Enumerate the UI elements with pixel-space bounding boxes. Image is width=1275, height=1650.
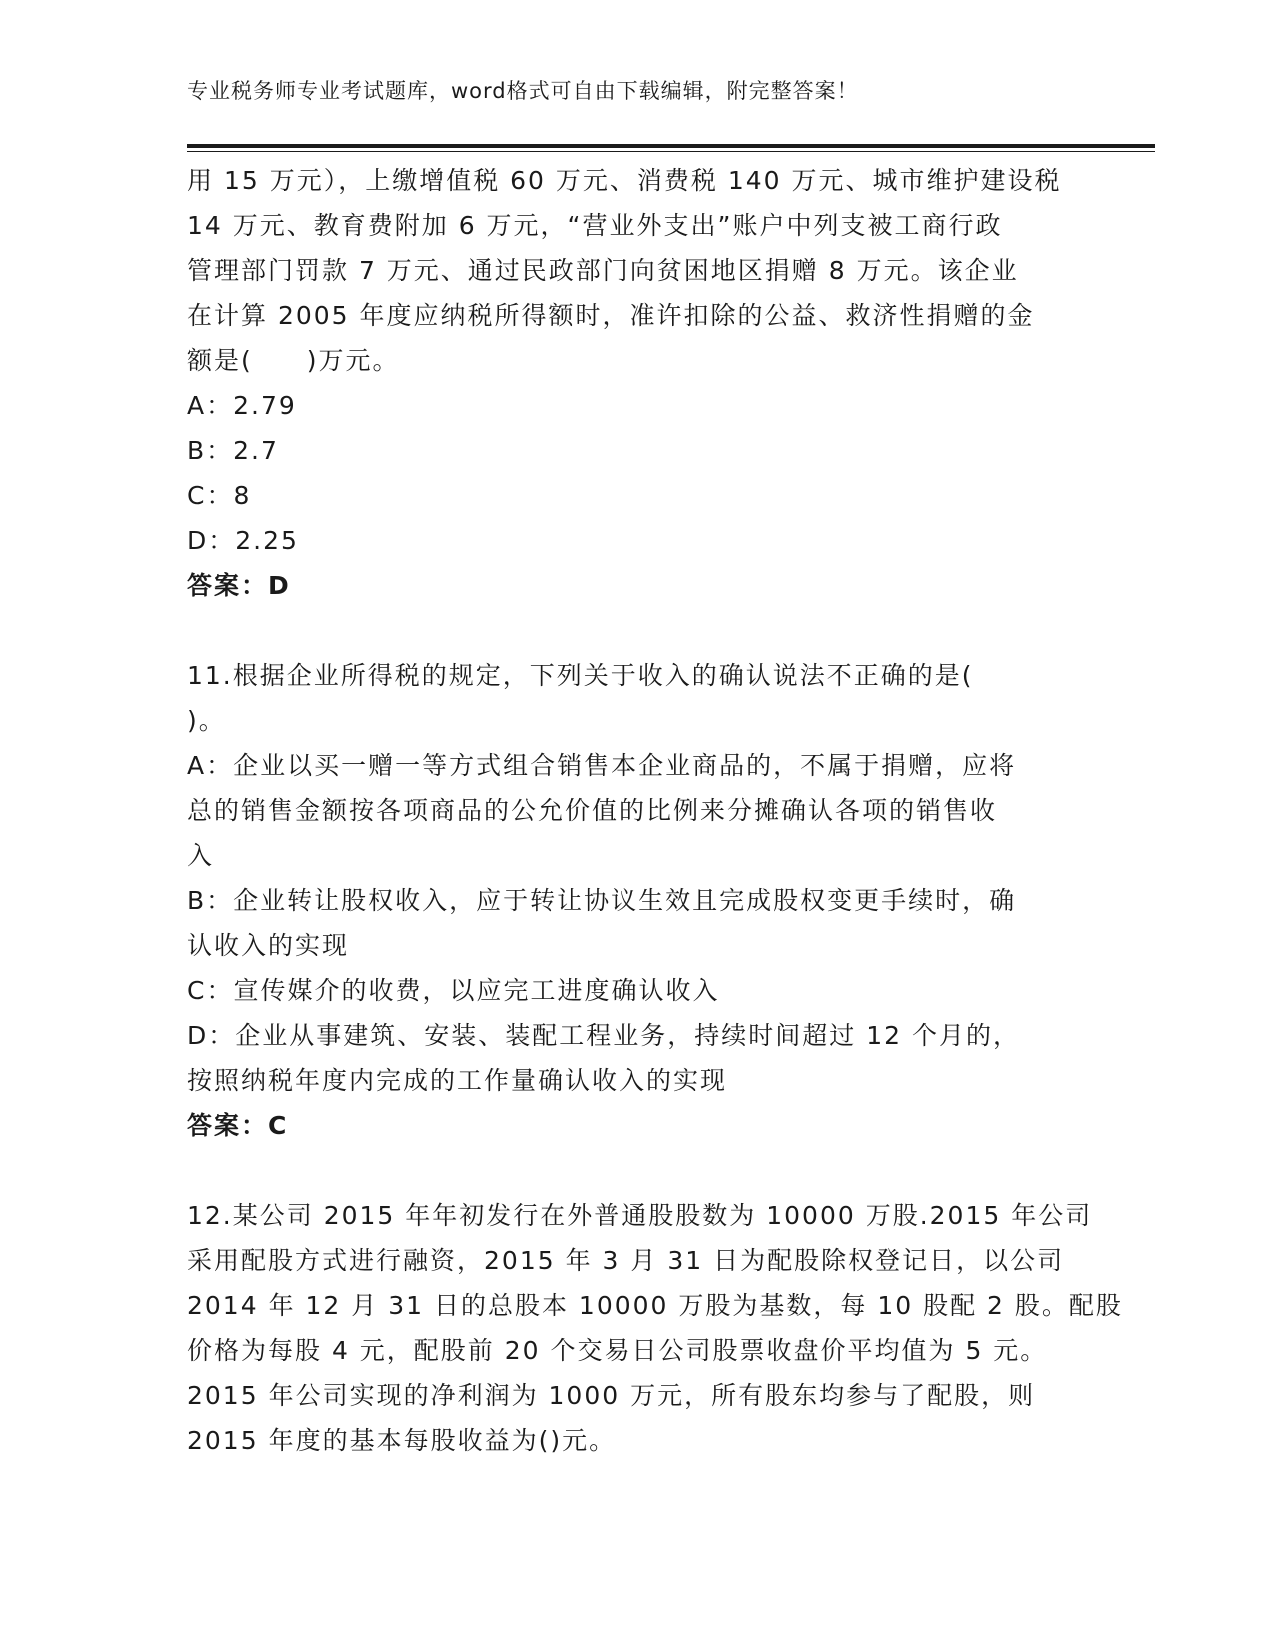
option-b: B：2.7 — [187, 436, 279, 465]
option-a-continued: 总的销售金额按各项商品的公允价值的比例来分摊确认各项的销售收 — [187, 796, 998, 825]
option-d: D：2.25 — [187, 526, 299, 555]
question-12 — [187, 1193, 1123, 1463]
question-stem-line: 管理部门罚款 7 万元、通过民政部门向贫困地区捐赠 8 万元。该企业 — [187, 256, 1019, 285]
question-stem-line: 价格为每股 4 元，配股前 20 个交易日公司股票收盘价平均值为 5 元。 — [187, 1336, 1048, 1365]
answer-label: 答案：C — [187, 1111, 289, 1140]
option-a: A：2.79 — [187, 391, 297, 420]
option-d-continued: 按照纳税年度内完成的工作量确认收入的实现 — [187, 1066, 728, 1095]
spacer — [187, 1148, 1087, 1193]
question-stem-line: 用 15 万元），上缴增值税 60 万元、消费税 140 万元、城市维护建设税 — [187, 166, 1062, 195]
header-divider-thick — [187, 144, 1155, 148]
question-stem-line: 2014 年 12 月 31 日的总股本 10000 万股为基数，每 10 股配 2 股。配股 — [187, 1291, 1123, 1320]
page-header: 专业税务师专业考试题库，word格式可自由下载编辑，附完整答案！ — [187, 79, 859, 103]
question-10 — [187, 158, 1087, 608]
question-stem-line: 采用配股方式进行融资，2015 年 3 月 31 日为配股除权登记日，以公司 — [187, 1246, 1065, 1275]
option-a: A：企业以买一赠一等方式组合销售本企业商品的，不属于捐赠，应将 — [187, 751, 1017, 780]
header-divider-thin — [187, 151, 1155, 152]
option-b-continued: 认收入的实现 — [187, 931, 350, 960]
question-stem-line: 2015 年度的基本每股收益为()元。 — [187, 1426, 617, 1455]
question-stem-line: 2015 年公司实现的净利润为 1000 万元，所有股东均参与了配股，则 — [187, 1381, 1036, 1410]
question-stem-line: 11.根据企业所得税的规定，下列关于收入的确认说法不正确的是( — [187, 661, 974, 690]
spacer — [187, 608, 1087, 653]
answer-label: 答案：D — [187, 571, 291, 600]
question-stem-line: 12.某公司 2015 年年初发行在外普通股股数为 10000 万股.2015 年公司 — [187, 1201, 1093, 1230]
question-stem-line: 额是( )万元。 — [187, 346, 400, 375]
option-c: C：宣传媒介的收费，以应完工进度确认收入 — [187, 976, 720, 1005]
question-stem-line: )。 — [187, 706, 226, 735]
question-11 — [187, 653, 1087, 1148]
option-b: B：企业转让股权收入，应于转让协议生效且完成股权变更手续时，确 — [187, 886, 1017, 915]
document-body — [187, 158, 1123, 1463]
option-c: C：8 — [187, 481, 252, 510]
option-d: D：企业从事建筑、安装、装配工程业务，持续时间超过 12 个月的， — [187, 1021, 1020, 1050]
option-a-continued: 入 — [187, 841, 215, 870]
question-stem-line: 14 万元、教育费附加 6 万元，“营业外支出”账户中列支被工商行政 — [187, 211, 1003, 240]
question-stem-line: 在计算 2005 年度应纳税所得额时，准许扣除的公益、救济性捐赠的金 — [187, 301, 1035, 330]
